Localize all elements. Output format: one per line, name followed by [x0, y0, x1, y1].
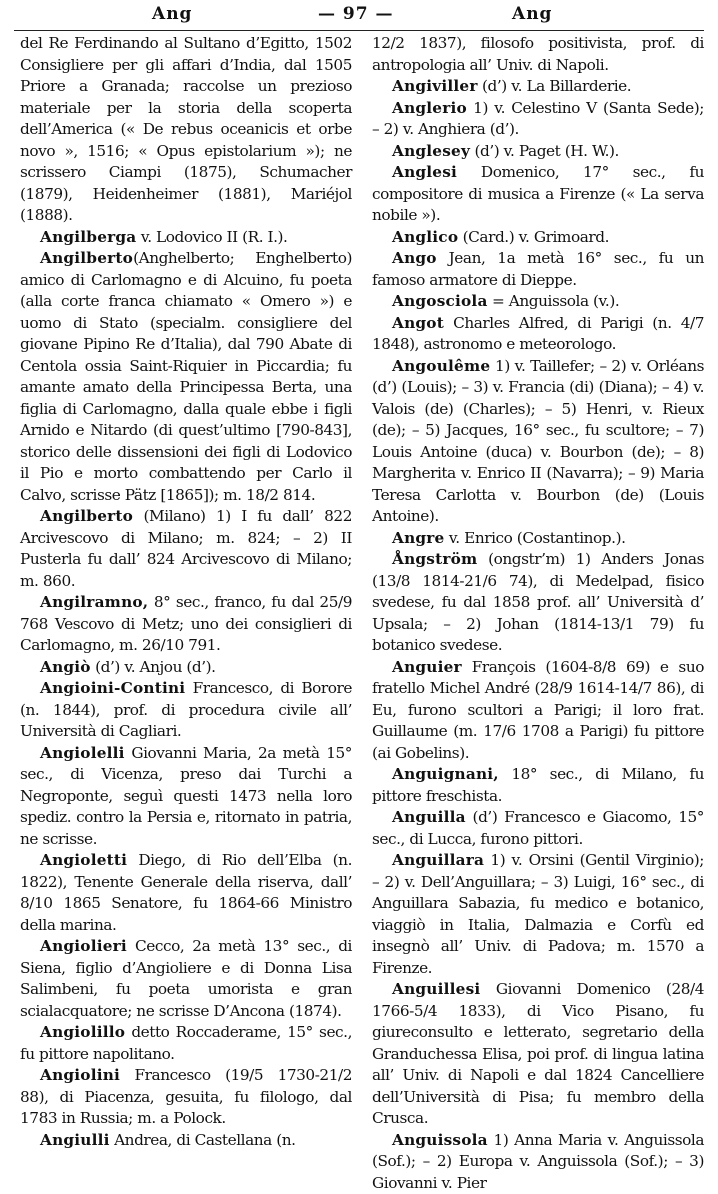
entry-headword: Angiolelli	[40, 744, 125, 762]
entry	[20, 506, 352, 592]
entry-headword: Anglico	[392, 228, 458, 246]
entry-text: Jean, 1a metà 16° sec., fu un famoso armatore di Dieppe.	[372, 249, 704, 289]
entry	[20, 936, 352, 1022]
entry-text: (d’) v. Paget (H. W.).	[470, 142, 619, 160]
entry	[372, 313, 704, 356]
header-rule	[14, 30, 704, 31]
entry-headword: Anguilla	[392, 808, 466, 826]
entry-headword: Angiò	[40, 658, 91, 676]
entry-text: v. Lodovico II (R. I.).	[136, 228, 287, 246]
entry-text: Charles Alfred, di Parigi (n. 4/7 1848), astronomo e meteorologo.	[372, 314, 704, 354]
entry	[372, 291, 704, 313]
entry-headword: Ango	[392, 249, 437, 267]
entry-headword: Anguissola	[392, 1131, 488, 1149]
entry-text: (Milano) 1) I fu dall’ 822 Arcivescovo di Milano; m. 824; – 2) II Pusterla fu dall’ 824 Arcivescovo di Milano; m. 860.	[20, 507, 352, 590]
entry	[372, 764, 704, 807]
entry-headword: Angiolini	[40, 1066, 120, 1084]
header-left-guideword: Ang	[152, 4, 192, 24]
entry	[372, 657, 704, 765]
entry-headword: Angiviller	[392, 77, 478, 95]
entry-text: (d’) v. Anjou (d’).	[91, 658, 216, 676]
entry	[20, 1022, 352, 1065]
entry-text: Francesco, di Borore (n. 1844), prof. di procedura civile all’ Università di Cagliari.	[20, 679, 352, 740]
entry-headword: Anglerio	[392, 99, 467, 117]
entry	[372, 549, 704, 657]
right-column	[372, 33, 704, 1129]
entry	[372, 227, 704, 249]
entry-text: Cecco, 2a metà 13° sec., di Siena, figlio d’Angioliere e di Donna Lisa Salimbeni, fu poeta umorista e gran scialacquatore; ne scrisse D’Ancona (1874).	[20, 937, 352, 1020]
entry	[372, 528, 704, 550]
entry	[20, 850, 352, 936]
entry-headword: Angilberga	[40, 228, 136, 246]
entry-text: 8° sec., franco, fu dal 25/9 768 Vescovo di Metz; uno dei consiglieri di Carlomagno, m. 26/10 791.	[20, 593, 352, 654]
entry	[20, 657, 352, 679]
entry	[372, 248, 704, 291]
entry-headword: Angilberto	[40, 249, 133, 267]
entry-headword: Anguillesi	[392, 980, 480, 998]
entry-text: (Anghelberto; Enghelberto) amico di Carlomagno e di Alcuino, fu poeta (alla corte franca chiamato « Omero ») e uomo di Stato (specialm. consigliere del giovane Pipino Re d’Italia), dal 790 Abate di Centola ossia Saint-Riquier in Piccardia; fu amante amato della Principessa Berta, una figlia di Carlomagno, dalla quale ebbe i figli Arnido e Nitardo (di quest’ultimo [790-843], storico delle dissensioni dei figli di Lodovico il Pio e morto combattendo per Carlo il Calvo, scrisse Pätz [1865]); m. 18/2 814.	[20, 249, 352, 504]
header-right-guideword: Ang	[512, 4, 552, 24]
entry	[20, 1065, 352, 1130]
entry-headword: Anguillara	[392, 851, 484, 869]
entry-text: (Card.) v. Grimoard.	[458, 228, 609, 246]
entry-headword: Angot	[392, 314, 444, 332]
left-column	[20, 33, 352, 1129]
entry-text: 1) v. Celestino V (Santa Sede); – 2) v. Anghiera (d’).	[372, 99, 704, 139]
entry	[372, 807, 704, 850]
entry-headword: Angiolieri	[40, 937, 127, 955]
entry-text: (d’) v. La Billarderie.	[478, 77, 632, 95]
entry	[372, 98, 704, 141]
entry-text: (d’) Francesco e Giacomo, 15° sec., di Lucca, furono pittori.	[372, 808, 704, 848]
entry	[372, 1130, 704, 1194]
entry-headword: Angiolillo	[40, 1023, 125, 1041]
entry-text: 1) v. Orsini (Gentil Virginio); – 2) v. Dell’Anguillara; – 3) Luigi, 16° sec., di Anguillara Sabazia, fu medico e botanico, viaggiò in Italia, Dalmazia e Corfù ed insegnò all’ Univ. di Padova; m. 1570 a Firenze.	[372, 851, 704, 977]
entry	[20, 227, 352, 249]
entry-text: Diego, di Rio dell’Elba (n. 1822), Tenente Generale della riserva, dall’ 8/10 1865 Senatore, fu 1864-66 Ministro della marina.	[20, 851, 352, 934]
entry-text: 1) v. Taillefer; – 2) v. Orléans (d’) (Louis); – 3) v. Francia (di) (Diana); – 4) v. Valois (de) (Charles); – 5) Henri, v. Rieux (de); – 5) Jacques, 16° sec., fu scultore; – 7) Louis Antoine (duca) v. Bourbon (de); – 8) Margherita v. Enrico II (Navarra); – 9) Maria Teresa Carlotta v. Bourbon (de) (Louis Antoine).	[372, 357, 704, 526]
entry-text: detto Roccaderame, 15° sec., fu pittore napolitano.	[20, 1023, 352, 1063]
entry	[372, 76, 704, 98]
entry-headword: Angoulême	[392, 357, 490, 375]
entry-headword: Angre	[392, 529, 444, 547]
entry	[372, 162, 704, 227]
entry-text: Francesco (19/5 1730-21/2 88), di Piacenza, gesuita, fu filologo, dal 1783 in Russia; m. a Polock.	[20, 1066, 352, 1127]
entry-text: v. Enrico (Costantinop.).	[444, 529, 625, 547]
entry-headword: Anglesey	[392, 142, 470, 160]
entry-text: 1) Anna Maria v. Anguissola (Sof.); – 2) Europa v. Anguissola (Sof.); – 3) Giovanni v. Pier	[372, 1131, 704, 1192]
entry-headword: Angioletti	[40, 851, 127, 869]
entry-headword: Angiulli	[40, 1131, 110, 1149]
entry-text: Andrea, di Castellana (n.	[110, 1131, 296, 1149]
continued-entry: del Re Ferdinando al Sultano d’Egitto, 1502 Consigliere per gli affari d’India, dal 1505 Priore a Granada; raccolse un prezioso materiale per la storia della scoperta dell’America (« De rebus oceanicis et orbe novo », 1516; « Opus epistolarium »); ne scrissero Ciampi (1875), Schumacher (1879), Heidenheimer (1881), Mariéjol (1888).	[20, 33, 352, 227]
entry	[372, 979, 704, 1130]
entry-text: François (1604-8/8 69) e suo fratello Michel André (28/9 1614-14/7 86), di Eu, furono scultori a Parigi; il loro frat. Guillaume (m. 17/6 1708 a Parigi) fu pittore (ai Gobelins).	[372, 658, 704, 762]
entry-headword: Anglesi	[392, 163, 457, 181]
entry	[372, 356, 704, 528]
entry-text: = Anguissola (v.).	[488, 292, 620, 310]
entry-headword: Anguignani,	[392, 765, 499, 783]
entry	[372, 850, 704, 979]
entry	[20, 248, 352, 506]
running-header	[0, 4, 718, 30]
entry-headword: Angosciola	[392, 292, 488, 310]
entry	[20, 592, 352, 657]
entry-headword: Angilberto	[40, 507, 133, 525]
entry-text: (ongstr’m) 1) Anders Jonas (13/8 1814-21/6 74), di Medelpad, fisico svedese, fu dal 1858 prof. all’ Università d’ Upsala; – 2) Johan (1814-13/1 79) fu botanico svedese.	[372, 550, 704, 654]
page-number: — 97 —	[318, 4, 394, 24]
entry	[20, 1130, 352, 1152]
entry	[20, 743, 352, 851]
entry-headword: Angilramno,	[40, 593, 148, 611]
continued-entry: 12/2 1837), filosofo positivista, prof. di antropologia all’ Univ. di Napoli.	[372, 33, 704, 76]
entry-headword: Anguier	[392, 658, 462, 676]
entry-text: Domenico, 17° sec., fu compositore di musica a Firenze (« La serva nobile »).	[372, 163, 704, 224]
entry-headword: Ångström	[392, 550, 477, 568]
entry-text: Giovanni Domenico (28/4 1766-5/4 1833), di Vico Pisano, fu giureconsulto e letterato, segretario della Granduchessa Elisa, poi prof. di lingua latina all’ Univ. di Napoli e dal 1824 Cancelliere dell’Università di Pisa; fu membro della Crusca.	[372, 980, 704, 1127]
entry	[20, 678, 352, 743]
entry-text: 18° sec., di Milano, fu pittore freschista.	[372, 765, 704, 805]
entry	[372, 141, 704, 163]
entry-text: Giovanni Maria, 2a metà 15° sec., di Vicenza, preso dai Turchi a Negroponte, seguì questi 1473 nella loro spediz. contro la Persia e, ritornato in patria, ne scrisse.	[20, 744, 352, 848]
entry-headword: Angioini-Contini	[40, 679, 185, 697]
